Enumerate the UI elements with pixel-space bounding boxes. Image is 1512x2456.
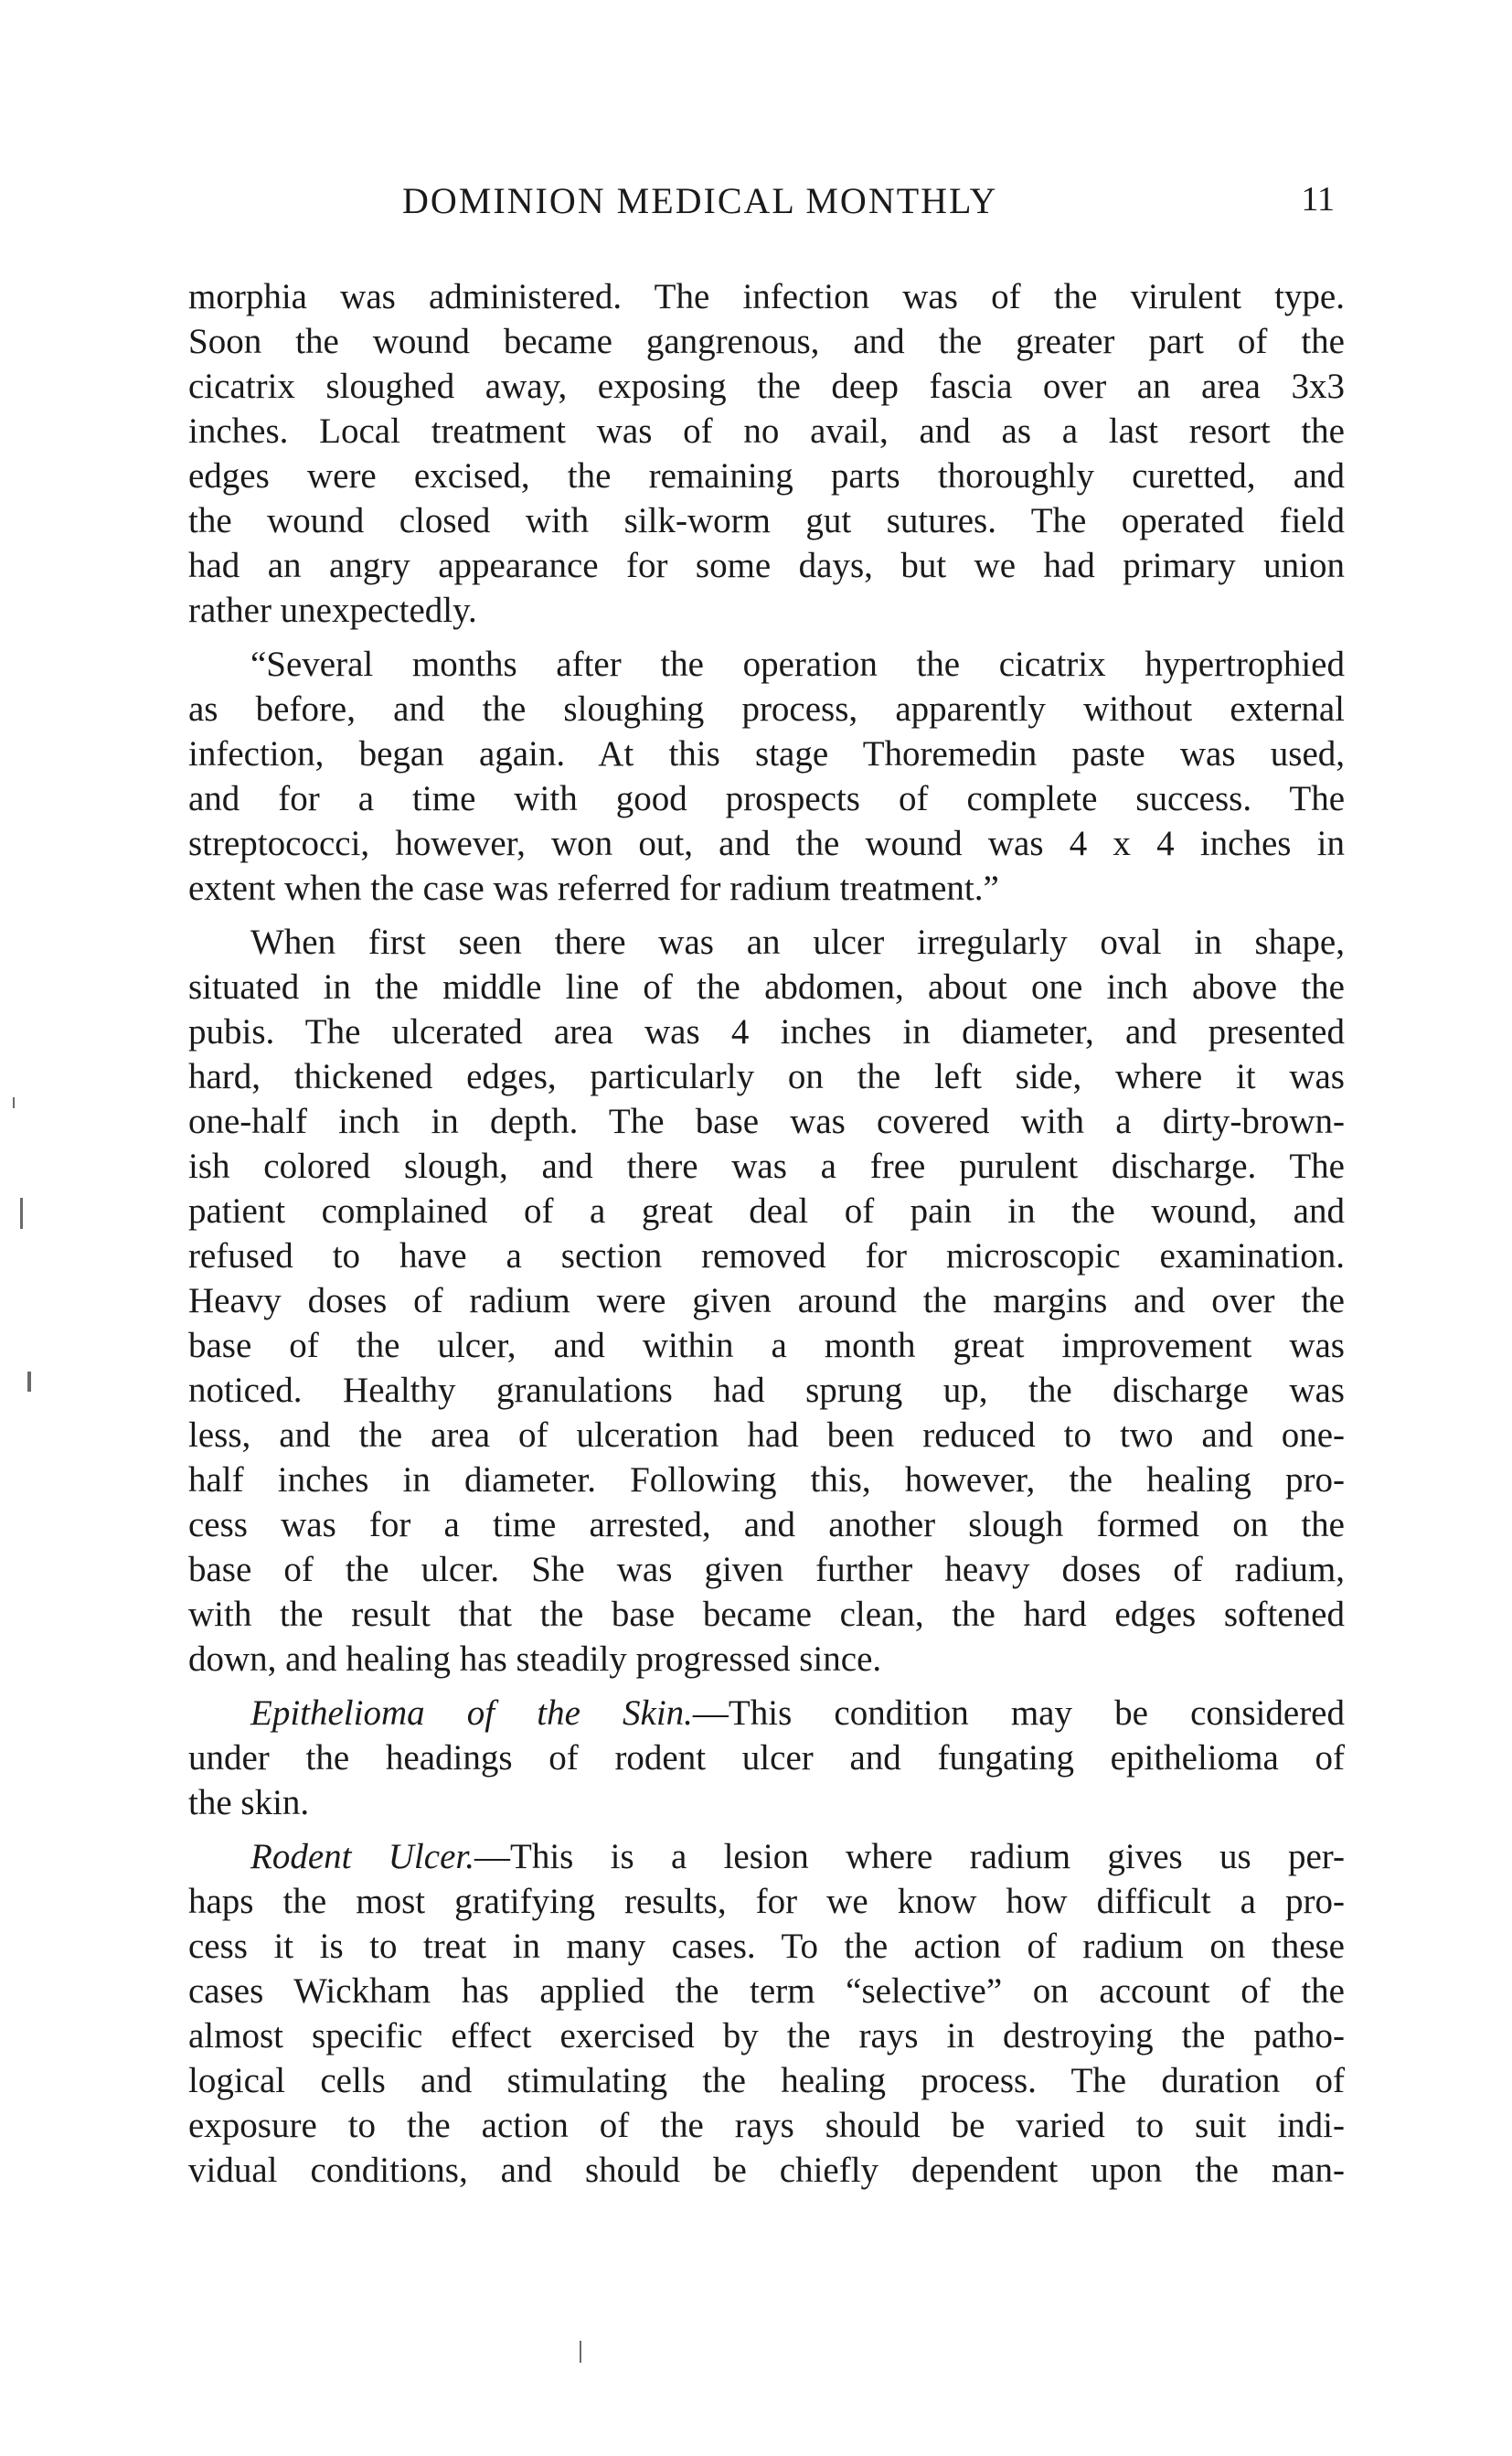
text-line: base of the ulcer. She was given further heavy doses of radium,	[188, 1550, 1345, 1589]
text-line: noticed. Healthy granulations had sprung up, the discharge was	[188, 1371, 1345, 1410]
text-line: extent when the case was referred for radium treatment.”	[188, 869, 999, 908]
text-line: cases Wickham has applied the term “selective” on account of the	[188, 1971, 1345, 2011]
text-line: almost specific effect exercised by the rays in destroying the patho-	[188, 2016, 1345, 2056]
text-line: half inches in diameter. Following this, however, the healing pro-	[188, 1460, 1345, 1500]
text-line: streptococci, however, won out, and the wound was 4 x 4 inches in	[188, 824, 1345, 863]
text-line: haps the most gratifying results, for we know how difficult a pro-	[188, 1882, 1345, 1921]
text-line: as before, and the sloughing process, apparently without external	[188, 689, 1345, 729]
running-title: DOMINION MEDICAL MONTHLY	[402, 180, 998, 221]
text-line: hard, thickened edges, particularly on the left side, where it was	[188, 1057, 1345, 1096]
text-line: had an angry appearance for some days, but we had primary union	[188, 546, 1345, 585]
text-line: cicatrix sloughed away, exposing the deep fascia over an area 3x3	[188, 367, 1345, 406]
text-line: patient complained of a great deal of pain in the wound, and	[188, 1191, 1345, 1231]
text-line: exposure to the action of the rays should be varied to suit indi-	[188, 2106, 1345, 2145]
body-text	[188, 274, 1345, 2202]
text-line: the wound closed with silk-worm gut sutures. The operated field	[188, 501, 1345, 540]
scan-speck	[20, 1198, 23, 1229]
paragraph	[188, 274, 1345, 633]
page-number: 11	[1301, 180, 1335, 219]
section-heading: Rodent Ulcer.	[250, 1837, 474, 1876]
text-line: with the result that the base became clean, the hard edges softened	[188, 1595, 1345, 1634]
paragraph	[188, 920, 1345, 1682]
text-line: under the headings of rodent ulcer and fungating epithelioma of	[188, 1738, 1345, 1778]
text-line: Soon the wound became gangrenous, and the greater part of the	[188, 322, 1345, 361]
text-line: edges were excised, the remaining parts thoroughly curetted, and	[188, 456, 1345, 496]
text-line: the skin.	[188, 1783, 310, 1822]
text-line: morphia was administered. The infection was of the virulent type.	[188, 277, 1345, 316]
text-line	[188, 1691, 1345, 1735]
text-run: —This condition may be considered	[692, 1693, 1345, 1733]
text-line	[188, 1834, 1345, 1879]
text-line: ish colored slough, and there was a free purulent discharge. The	[188, 1147, 1345, 1186]
text-line: one-half inch in depth. The base was covered with a dirty-brown-	[188, 1102, 1345, 1141]
text-line: When first seen there was an ulcer irregularly oval in shape,	[250, 923, 1345, 962]
paragraph	[188, 1834, 1345, 2193]
paragraph	[188, 642, 1345, 911]
section-heading: Epithelioma of the Skin.	[250, 1693, 693, 1733]
text-line: base of the ulcer, and within a month great improvement was	[188, 1326, 1345, 1365]
text-line: refused to have a section removed for microscopic examination.	[188, 1236, 1345, 1276]
paragraph	[188, 1691, 1345, 1825]
scan-speck	[13, 1097, 15, 1108]
scan-speck	[27, 1372, 31, 1392]
text-line: less, and the area of ulceration had been reduced to two and one-	[188, 1415, 1345, 1455]
text-line: “Several months after the operation the cicatrix hypertrophied	[250, 645, 1345, 684]
text-line: pubis. The ulcerated area was 4 inches in diameter, and presented	[188, 1012, 1345, 1052]
page-header	[402, 179, 1335, 243]
text-line: down, and healing has steadily progressed since.	[188, 1639, 882, 1679]
text-line: logical cells and stimulating the healing process. The duration of	[188, 2061, 1345, 2100]
text-line: and for a time with good prospects of complete success. The	[188, 779, 1345, 818]
text-line: infection, began again. At this stage Thoremedin paste was used,	[188, 734, 1345, 774]
text-line: vidual conditions, and should be chiefly dependent upon the man-	[188, 2151, 1345, 2190]
text-run: —This is a lesion where radium gives us per-	[474, 1837, 1345, 1876]
text-line: cess it is to treat in many cases. To the action of radium on these	[188, 1927, 1345, 1966]
text-line: Heavy doses of radium were given around the margins and over the	[188, 1281, 1345, 1320]
scan-speck	[580, 2341, 581, 2363]
text-line: rather unexpectedly.	[188, 591, 477, 630]
text-line: situated in the middle line of the abdomen, about one inch above the	[188, 967, 1345, 1007]
text-line: inches. Local treatment was of no avail, and as a last resort the	[188, 411, 1345, 451]
text-line: cess was for a time arrested, and another slough formed on the	[188, 1505, 1345, 1544]
